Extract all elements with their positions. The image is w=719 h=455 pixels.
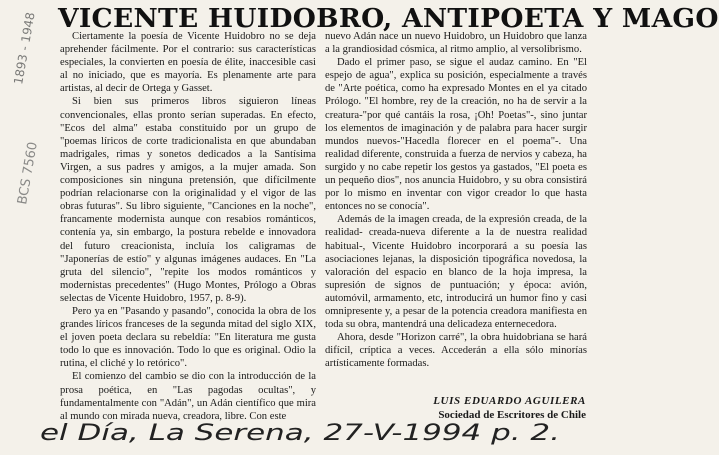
margin-annotations	[0, 0, 50, 400]
article-title: VICENTE HUIDOBRO, ANTIPOETA Y MAGO	[58, 3, 719, 34]
margin-note-catalog: BCS 7560	[15, 140, 41, 206]
handwritten-source-note	[12, 412, 592, 452]
paragraph: El comienzo del cambio se dio con la introducción de la prosa poética, en "Las pagodas ocultas", y fundamentalmente con "Adán", un Adán científico que mira al mundo con mirada nueva, creadora, libre. Con este	[60, 371, 316, 422]
paragraph: Ahora, desde "Horizon carré", la obra huidobriana se hará difícil, críptica a veces. Accederán a ella sólo minorías artísticamente formadas.	[325, 332, 587, 370]
paragraph: nuevo Adán nace un nuevo Huidobro, un Huidobro que lanza a la grandiosidad cósmica, al ritmo amplio, al versolibrismo.	[325, 31, 587, 56]
paragraph: Pero ya en "Pasando y pasando", conocida la obra de los grandes líricos franceses de la segunda mitad del siglo XIX, el joven poeta declara su rebeldía: "En literatura me gusta todo lo que es innovación. Todo lo que es original. Odio la rutina, el cliché y lo retórico".	[60, 305, 316, 370]
paragraph: Ciertamente la poesía de Vicente Huidobro no se deja aprehender fácilmente. Por el contrario: sus características especiales, la convierten en poesía de élite, inaccesible casi al no iniciado, que es mayoría. Es plenamente arte para artistas, al decir de Ortega y Gasset.	[60, 31, 316, 95]
article-right-column	[325, 30, 587, 370]
margin-note-dates: 1893 - 1948	[11, 11, 38, 86]
paragraph: Además de la imagen creada, de la expresión creada, de la realidad- creada-nueva diferente a la de nuestra realidad habitual-, Vicente Huidobro incorporará a su poesía las asociaciones lejanas, la disposición tipográfica novedosa, la valoración del espacio en blanco de la hoja impresa, la supresión de signos de puntuación; y época: avión, automóvil, armamento, etc, introducirá un humor fino y casi omnipresente y, a pesar de la potencia creadora manifiesta en toda su obra, mantendrá una delicadeza enternecedora.	[325, 214, 587, 331]
paragraph: Si bien sus primeros libros siguieron líneas convencionales, ellas pronto serían superadas. En efecto, "Ecos del alma" estaba constituido por un grupo de "poemas líricos de corte tradicionalista en que abundaban madrigales, rimas y sonetos dedicados a la Santísima Virgen, a sus padres y amigos, a la mujer amada. Son composiciones sin ninguna pretensión, que difícilmente podrían relacionarse con la originalidad y el vigor de las obras futuras". Su libro siguiente, "Canciones en la noche", francamente modernista aunque con resabios románticos, contenía ya, sin embargo, la postura rebelde e innovadora del futuro creacionista, incluía los caligramas de "Japonerías de estío" y algunas imágenes audaces. En "La gruta del silencio", "repite los modos románticos y modernistas precedentes" (Hugo Montes, Prólogo a Obras selectas de Vicente Huidobro, 1957, p. 8-9).	[60, 96, 316, 304]
author-affiliation: Sociedad de Escritores de Chile	[438, 409, 586, 421]
author-name: LUIS EDUARDO AGUILERA	[433, 395, 586, 407]
source-citation: el Día, La Serena, 27-V-1994 p. 2.	[40, 421, 560, 446]
article-left-column	[60, 30, 316, 423]
paragraph: Dado el primer paso, se sigue el audaz camino. En "El espejo de agua", explica su posición, especialmente a través de "Arte poética, como ha expresado Montes en el ya citado Prólogo. "El hombre, rey de la creación, no ha de servir a la creatura-"por qué cantáis la rosa, ¡Oh! Poetas"-, sino juntar los elementos de imaginación y de palabra para hacer surgir mundos nuevos-"Hacedla florecer en el poema"-. Una realidad diferente, construida a fuerza de nervios y cabeza, ha surgido y no cabe repetir los gestos ya gastados, "El poeta es un pequeño dios", nos anuncia Huidobro, y su obra consistirá por lo mismo en inventar con vigor creador lo que hasta entonces no se conocía".	[325, 57, 587, 213]
